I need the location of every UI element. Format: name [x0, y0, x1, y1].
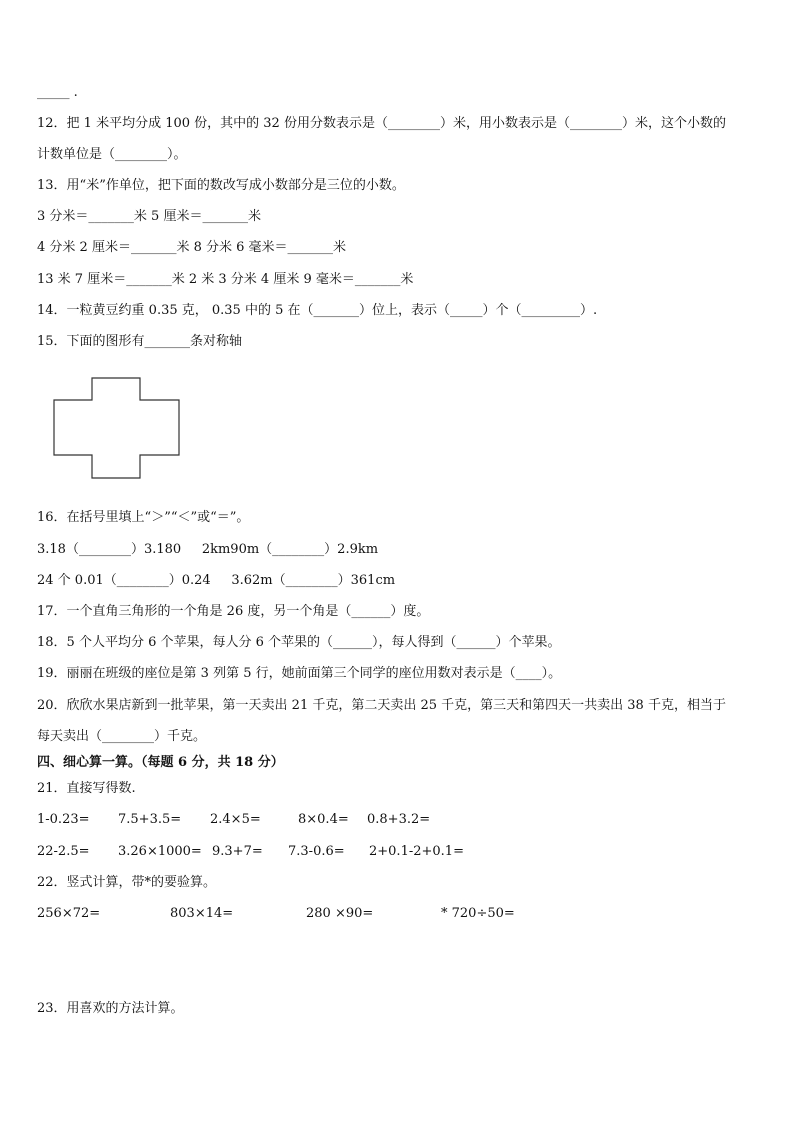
q21-r2-item3: 9.3+7= [212, 844, 263, 859]
q13-stem: 13．用“米”作单位，把下面的数改写成小数部分是三位的小数。 [37, 178, 405, 193]
q21-r1-item4: 8×0.4= [298, 812, 349, 827]
q14-text: 14．一粒黄豆约重 0.35 克， 0.35 中的 5 在（_______）位上，表示（_____）个（_________）. [37, 303, 598, 318]
q13-row1: 3 分米＝_______米 5 厘米＝_______米 [37, 209, 261, 224]
q21-r2-item4: 7.3-0.6= [288, 844, 345, 859]
q12-line2: 计数单位是（________）。 [37, 147, 187, 162]
q22-item1: 256×72= [37, 906, 101, 921]
q16-row2: 24 个 0.01（________）0.24 3.62m（________）361cm [37, 573, 396, 588]
q21-stem: 21．直接写得数. [37, 781, 136, 796]
q18-text: 18．5 个人平均分 6 个苹果，每人分 6 个苹果的（______），每人得到（______）个苹果。 [37, 635, 561, 650]
q22-stem: 22．竖式计算，带*的要验算。 [37, 875, 217, 890]
q13-row3: 13 米 7 厘米＝_______米 2 米 3 分米 4 厘米 9 毫米＝_______米 [37, 272, 414, 287]
cross-shape-figure [52, 377, 182, 481]
q13-row2: 4 分米 2 厘米＝_______米 8 分米 6 毫米＝_______米 [37, 240, 347, 255]
q23-text: 23．用喜欢的方法计算。 [37, 1001, 184, 1016]
q21-r1-item1: 1-0.23= [37, 812, 90, 827]
cross-shape-outline [54, 378, 179, 478]
q22-item3: 280 ×90= [306, 906, 374, 921]
q21-r1-item5: 0.8+3.2= [367, 812, 431, 827]
q21-r2-item2: 3.26×1000= [118, 844, 202, 859]
q21-r2-item5: 2+0.1-2+0.1= [369, 844, 464, 859]
q21-r2-item1: 22-2.5= [37, 844, 90, 859]
q20-line2: 每天卖出（________）千克。 [37, 729, 207, 744]
q12-line1: 12．把 1 米平均分成 100 份，其中的 32 份用分数表示是（________）米，用小数表示是（________）米，这个小数的 [37, 116, 726, 131]
section-four-heading: 四、细心算一算。（每题 6 分，共 18 分） [37, 755, 284, 770]
q16-stem: 16．在括号里填上“＞”“＜”或“＝”。 [37, 510, 250, 525]
q19-text: 19．丽丽在班级的座位是第 3 列第 5 行，她前面第三个同学的座位用数对表示是（____）。 [37, 666, 562, 681]
q21-r1-item2: 7.5+3.5= [118, 812, 182, 827]
q16-row1: 3.18（________）3.180 2km90m（________）2.9km [37, 542, 379, 557]
q15-text: 15．下面的图形有_______条对称轴 [37, 334, 243, 349]
q22-item4: * 720÷50= [441, 906, 515, 921]
top-answer-blank: _____ . [37, 85, 78, 100]
q20-line1: 20．欣欣水果店新到一批苹果，第一天卖出 21 千克，第二天卖出 25 千克，第三天和第四天一共卖出 38 千克，相当于 [37, 698, 726, 713]
q21-r1-item3: 2.4×5= [210, 812, 261, 827]
q17-text: 17．一个直角三角形的一个角是 26 度，另一个角是（______）度。 [37, 604, 430, 619]
q22-item2: 803×14= [170, 906, 234, 921]
